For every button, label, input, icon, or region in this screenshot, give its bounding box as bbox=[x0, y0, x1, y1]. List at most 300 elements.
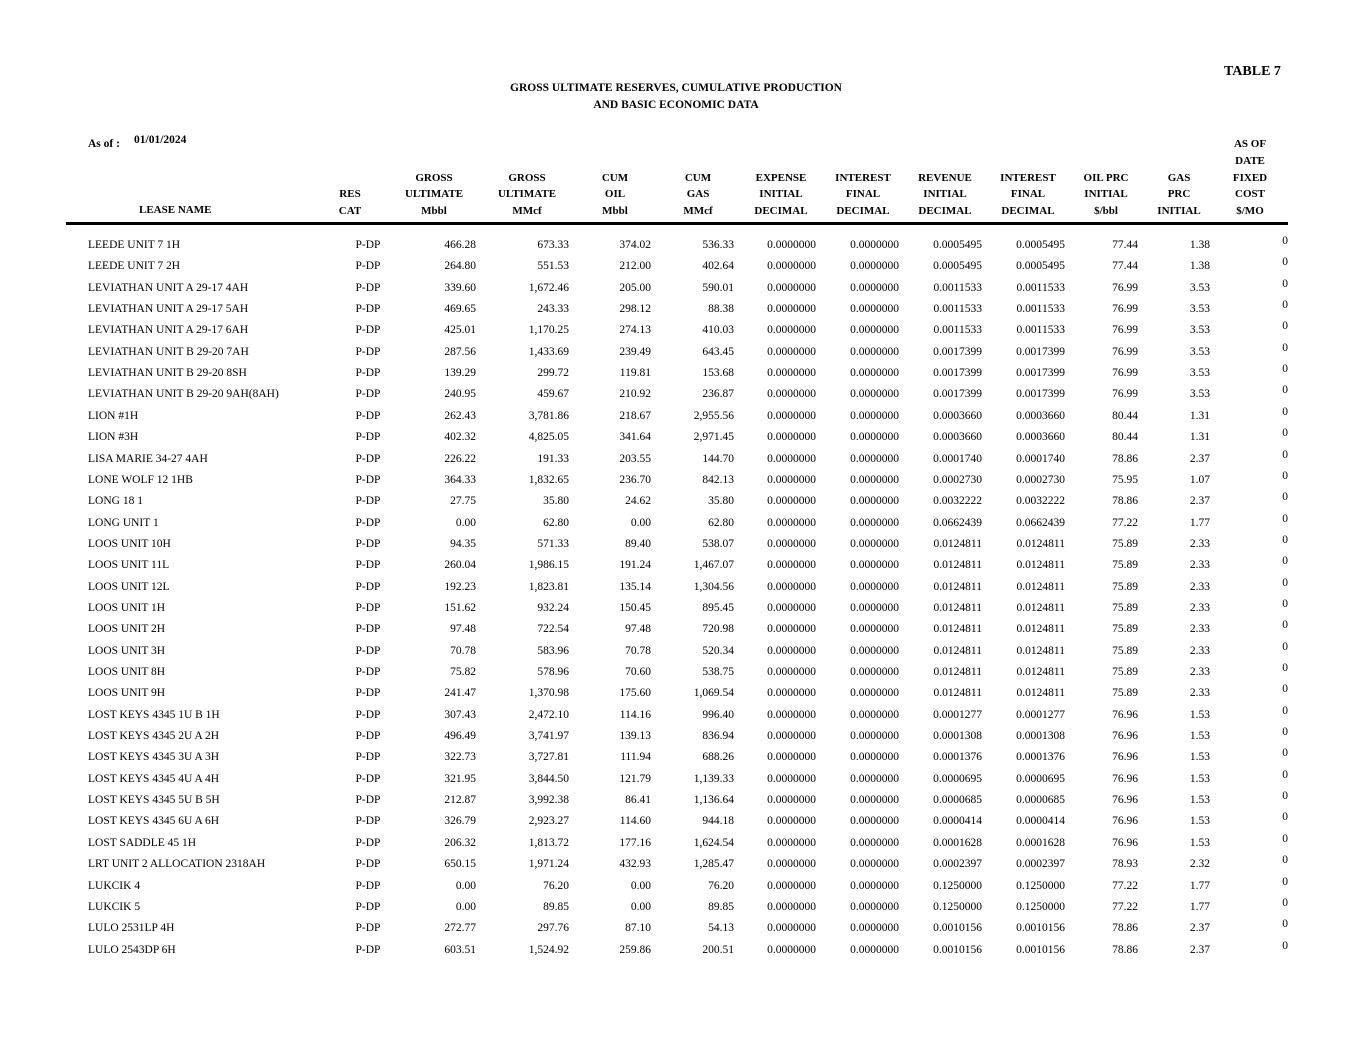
cell-gas-price: 2.33 bbox=[1189, 644, 1210, 657]
cell-revenue-initial: 0.0001308 bbox=[933, 730, 982, 743]
cell-interest-final-rev: 0.0005495 bbox=[1016, 239, 1065, 251]
report-title-line-1: GROSS ULTIMATE RESERVES, CUMULATIVE PRODUCTION bbox=[510, 82, 842, 94]
cell-res-cat: P-DP bbox=[355, 260, 381, 273]
cell-interest-final-exp: 0.0000000 bbox=[850, 836, 899, 849]
table-row bbox=[0, 512, 1365, 538]
cell-revenue-initial: 0.0124811 bbox=[933, 644, 982, 657]
cell-lease-name: LION #1H bbox=[88, 409, 139, 422]
cell-expense-initial: 0.0000000 bbox=[767, 815, 816, 828]
cell-interest-final-rev: 0.0001376 bbox=[1016, 751, 1065, 764]
cell-interest-final-exp: 0.0000000 bbox=[850, 900, 899, 913]
header-line: ULTIMATE bbox=[497, 188, 557, 201]
header-line: Mbbl bbox=[421, 205, 447, 218]
cell-res-cat: P-DP bbox=[355, 943, 381, 956]
cell-revenue-initial: 0.0001628 bbox=[933, 836, 982, 849]
cell-cum-oil: 175.60 bbox=[619, 687, 651, 700]
cell-gas-price: 2.37 bbox=[1189, 452, 1210, 465]
cell-interest-final-exp: 0.0000000 bbox=[850, 537, 899, 550]
cell-revenue-initial: 0.0124811 bbox=[933, 537, 982, 550]
cell-gross-ult-oil: 97.48 bbox=[450, 623, 476, 636]
cell-gas-price: 2.33 bbox=[1189, 623, 1210, 636]
header-line: CAT bbox=[338, 205, 362, 218]
cell-interest-final-rev: 0.0000414 bbox=[1016, 815, 1065, 828]
cell-fixed-cost: 0 bbox=[1282, 662, 1288, 674]
table-row bbox=[0, 235, 1365, 260]
cell-cum-gas: 1,139.33 bbox=[693, 772, 734, 785]
cell-expense-initial: 0.0000000 bbox=[767, 452, 816, 465]
header-interest-final-rev bbox=[988, 170, 1068, 220]
cell-gross-ult-oil: 212.87 bbox=[444, 794, 476, 807]
cell-cum-oil: 0.00 bbox=[630, 879, 651, 892]
cell-res-cat: P-DP bbox=[355, 836, 381, 849]
cell-cum-oil: 212.00 bbox=[619, 260, 651, 273]
cell-interest-final-rev: 0.0002397 bbox=[1016, 858, 1065, 871]
cell-interest-final-rev: 0.0017399 bbox=[1016, 388, 1065, 401]
header-line: AS OF bbox=[1233, 138, 1267, 151]
header-line: CUM bbox=[684, 171, 712, 184]
cell-lease-name: LEEDE UNIT 7 1H bbox=[88, 239, 181, 251]
cell-gross-ult-gas: 1,971.24 bbox=[528, 858, 569, 871]
table-row bbox=[0, 811, 1365, 836]
cell-fixed-cost: 0 bbox=[1282, 448, 1288, 461]
cell-revenue-initial: 0.0124811 bbox=[933, 559, 982, 572]
cell-oil-price: 76.99 bbox=[1112, 303, 1138, 316]
cell-interest-final-exp: 0.0000000 bbox=[850, 708, 899, 721]
cell-res-cat: P-DP bbox=[355, 537, 381, 550]
table-row bbox=[0, 832, 1365, 858]
cell-gross-ult-gas: 297.76 bbox=[537, 922, 569, 935]
cell-interest-final-exp: 0.0000000 bbox=[850, 324, 899, 337]
cell-fixed-cost: 0 bbox=[1282, 491, 1288, 504]
cell-expense-initial: 0.0000000 bbox=[767, 858, 816, 871]
cell-revenue-initial: 0.0011533 bbox=[933, 281, 982, 294]
cell-interest-final-rev: 0.0000685 bbox=[1016, 794, 1065, 807]
header-line: OIL bbox=[604, 188, 626, 201]
cell-fixed-cost: 0 bbox=[1282, 854, 1288, 867]
cell-cum-gas: 88.38 bbox=[708, 303, 734, 316]
cell-gross-ult-gas: 1,813.72 bbox=[528, 836, 569, 849]
cell-gross-ult-oil: 307.43 bbox=[444, 708, 476, 721]
cell-res-cat: P-DP bbox=[355, 708, 381, 721]
header-line: Mbbl bbox=[602, 205, 628, 218]
header-revenue-initial bbox=[905, 170, 985, 220]
header-lease-name: LEASE NAME bbox=[139, 204, 212, 216]
cell-revenue-initial: 0.0000414 bbox=[933, 815, 982, 828]
cell-gross-ult-oil: 151.62 bbox=[444, 601, 476, 614]
cell-interest-final-rev: 0.0124811 bbox=[1016, 601, 1065, 614]
cell-cum-gas: 144.70 bbox=[702, 452, 734, 465]
cell-gross-ult-oil: 0.00 bbox=[455, 516, 476, 529]
as-of-date: 01/01/2024 bbox=[134, 134, 187, 146]
header-line: DATE bbox=[1235, 154, 1265, 167]
cell-oil-price: 75.89 bbox=[1112, 666, 1138, 678]
cell-oil-price: 80.44 bbox=[1112, 409, 1138, 422]
cell-interest-final-rev: 0.0017399 bbox=[1016, 345, 1065, 358]
cell-fixed-cost: 0 bbox=[1282, 832, 1288, 845]
cell-interest-final-exp: 0.0000000 bbox=[850, 452, 899, 465]
cell-oil-price: 76.99 bbox=[1112, 345, 1138, 358]
cell-interest-final-exp: 0.0000000 bbox=[850, 345, 899, 358]
cell-cum-gas: 153.68 bbox=[702, 367, 734, 380]
header-line: GROSS bbox=[508, 171, 546, 184]
cell-res-cat: P-DP bbox=[355, 900, 381, 913]
cell-fixed-cost: 0 bbox=[1282, 256, 1288, 269]
table-row bbox=[0, 256, 1365, 281]
cell-interest-final-exp: 0.0000000 bbox=[850, 601, 899, 614]
cell-res-cat: P-DP bbox=[355, 367, 381, 380]
cell-cum-oil: 97.48 bbox=[625, 623, 651, 636]
cell-gas-price: 2.33 bbox=[1189, 601, 1210, 614]
cell-interest-final-exp: 0.0000000 bbox=[850, 772, 899, 785]
cell-cum-oil: 111.94 bbox=[620, 751, 651, 764]
header-cum-gas bbox=[658, 170, 738, 220]
cell-interest-final-rev: 0.0017399 bbox=[1016, 367, 1065, 380]
cell-gas-price: 1.31 bbox=[1189, 409, 1210, 422]
cell-gas-price: 2.37 bbox=[1189, 943, 1210, 956]
cell-expense-initial: 0.0000000 bbox=[767, 794, 816, 807]
cell-cum-gas: 1,069.54 bbox=[693, 687, 734, 700]
cell-gas-price: 2.32 bbox=[1189, 858, 1210, 871]
cell-interest-final-exp: 0.0000000 bbox=[850, 730, 899, 743]
header-line: MMcf bbox=[683, 205, 713, 218]
cell-gas-price: 1.38 bbox=[1189, 239, 1210, 251]
cell-gross-ult-gas: 1,433.69 bbox=[528, 345, 569, 358]
cell-revenue-initial: 0.0124811 bbox=[933, 623, 982, 636]
cell-cum-gas: 996.40 bbox=[702, 708, 734, 721]
table-row bbox=[0, 576, 1365, 602]
cell-gas-price: 3.53 bbox=[1189, 324, 1210, 337]
cell-gross-ult-gas: 578.96 bbox=[537, 666, 569, 678]
cell-interest-final-exp: 0.0000000 bbox=[850, 495, 899, 508]
report-title-line-2: AND BASIC ECONOMIC DATA bbox=[593, 99, 759, 111]
cell-revenue-initial: 0.0002730 bbox=[933, 473, 982, 486]
cell-lease-name: LOOS UNIT 9H bbox=[88, 687, 166, 700]
table-row bbox=[0, 854, 1365, 879]
cell-gas-price: 1.53 bbox=[1189, 708, 1210, 721]
cell-interest-final-rev: 0.1250000 bbox=[1016, 879, 1065, 892]
cell-revenue-initial: 0.0011533 bbox=[933, 303, 982, 316]
cell-interest-final-rev: 0.0005495 bbox=[1016, 260, 1065, 273]
cell-expense-initial: 0.0000000 bbox=[767, 730, 816, 743]
cell-gross-ult-oil: 139.29 bbox=[444, 367, 476, 380]
cell-lease-name: LONG UNIT 1 bbox=[88, 516, 159, 529]
cell-gross-ult-oil: 0.00 bbox=[455, 900, 476, 913]
cell-expense-initial: 0.0000000 bbox=[767, 623, 816, 636]
cell-gross-ult-gas: 35.80 bbox=[543, 495, 569, 508]
cell-oil-price: 75.89 bbox=[1112, 687, 1138, 700]
cell-res-cat: P-DP bbox=[355, 281, 381, 294]
cell-revenue-initial: 0.0124811 bbox=[933, 666, 982, 678]
cell-lease-name: LEVIATHAN UNIT A 29-17 6AH bbox=[88, 324, 249, 337]
cell-revenue-initial: 0.0032222 bbox=[933, 495, 982, 508]
cell-lease-name: LONE WOLF 12 1HB bbox=[88, 473, 193, 486]
as-of-block bbox=[88, 134, 187, 150]
header-res-cat bbox=[310, 186, 390, 220]
cell-gross-ult-gas: 1,986.15 bbox=[528, 559, 569, 572]
cell-interest-final-exp: 0.0000000 bbox=[850, 516, 899, 529]
cell-fixed-cost: 0 bbox=[1282, 469, 1288, 482]
cell-lease-name: LEVIATHAN UNIT A 29-17 4AH bbox=[88, 281, 249, 294]
header-line: OIL PRC bbox=[1083, 171, 1129, 184]
cell-interest-final-exp: 0.0000000 bbox=[850, 260, 899, 273]
table-row bbox=[0, 341, 1365, 367]
header-gross-ult-oil bbox=[394, 170, 474, 220]
cell-res-cat: P-DP bbox=[355, 772, 381, 785]
cell-cum-oil: 205.00 bbox=[619, 281, 651, 294]
cell-cum-oil: 177.16 bbox=[619, 836, 651, 849]
cell-cum-oil: 114.60 bbox=[619, 815, 651, 828]
cell-res-cat: P-DP bbox=[355, 239, 381, 251]
cell-gross-ult-oil: 241.47 bbox=[444, 687, 476, 700]
cell-interest-final-exp: 0.0000000 bbox=[850, 644, 899, 657]
cell-gross-ult-gas: 459.67 bbox=[537, 388, 569, 401]
cell-interest-final-rev: 0.0001277 bbox=[1016, 708, 1065, 721]
cell-fixed-cost: 0 bbox=[1282, 512, 1288, 525]
cell-lease-name: LOOS UNIT 12L bbox=[88, 580, 170, 593]
cell-revenue-initial: 0.0003660 bbox=[933, 431, 982, 444]
cell-lease-name: LUKCIK 5 bbox=[88, 900, 141, 913]
cell-gross-ult-oil: 75.82 bbox=[450, 666, 476, 678]
cell-cum-oil: 70.78 bbox=[625, 644, 651, 657]
table-label: TABLE 7 bbox=[1224, 64, 1281, 79]
cell-cum-gas: 200.51 bbox=[702, 943, 734, 956]
cell-gross-ult-oil: 466.28 bbox=[444, 239, 476, 251]
cell-interest-final-exp: 0.0000000 bbox=[850, 943, 899, 956]
cell-cum-gas: 35.80 bbox=[708, 495, 734, 508]
cell-res-cat: P-DP bbox=[355, 623, 381, 636]
cell-gross-ult-oil: 70.78 bbox=[450, 644, 476, 657]
cell-gross-ult-gas: 551.53 bbox=[537, 260, 569, 273]
cell-cum-oil: 70.60 bbox=[625, 666, 651, 678]
cell-interest-final-rev: 0.0010156 bbox=[1016, 943, 1065, 956]
cell-revenue-initial: 0.0017399 bbox=[933, 345, 982, 358]
cell-gas-price: 1.38 bbox=[1189, 260, 1210, 273]
cell-interest-final-rev: 0.0010156 bbox=[1016, 922, 1065, 935]
cell-res-cat: P-DP bbox=[355, 644, 381, 657]
cell-interest-final-rev: 0.0011533 bbox=[1016, 303, 1065, 316]
cell-cum-gas: 76.20 bbox=[708, 879, 734, 892]
cell-cum-gas: 720.98 bbox=[702, 623, 734, 636]
cell-lease-name: LOOS UNIT 10H bbox=[88, 537, 171, 550]
cell-oil-price: 78.86 bbox=[1112, 452, 1138, 465]
cell-cum-gas: 643.45 bbox=[702, 345, 734, 358]
cell-gross-ult-oil: 287.56 bbox=[444, 345, 476, 358]
cell-gross-ult-oil: 603.51 bbox=[444, 943, 476, 956]
cell-expense-initial: 0.0000000 bbox=[767, 666, 816, 678]
cell-gross-ult-gas: 4,825.05 bbox=[528, 431, 569, 444]
cell-gross-ult-gas: 571.33 bbox=[537, 537, 569, 550]
cell-cum-gas: 1,285.47 bbox=[693, 858, 734, 871]
cell-interest-final-exp: 0.0000000 bbox=[850, 666, 899, 678]
cell-lease-name: LULO 2543DP 6H bbox=[88, 943, 176, 956]
cell-revenue-initial: 0.0124811 bbox=[933, 687, 982, 700]
cell-res-cat: P-DP bbox=[355, 516, 381, 529]
cell-expense-initial: 0.0000000 bbox=[767, 772, 816, 785]
header-oil-price bbox=[1066, 170, 1146, 220]
table-row bbox=[0, 790, 1365, 815]
header-line: DECIMAL bbox=[754, 205, 808, 218]
cell-lease-name: LOOS UNIT 8H bbox=[88, 666, 166, 678]
table-row bbox=[0, 768, 1365, 794]
cell-interest-final-rev: 0.0124811 bbox=[1016, 666, 1065, 678]
cell-expense-initial: 0.0000000 bbox=[767, 473, 816, 486]
cell-gross-ult-gas: 3,992.38 bbox=[528, 794, 569, 807]
cell-gross-ult-gas: 3,781.86 bbox=[528, 409, 569, 422]
cell-revenue-initial: 0.0000685 bbox=[933, 794, 982, 807]
cell-oil-price: 77.22 bbox=[1112, 879, 1138, 892]
cell-res-cat: P-DP bbox=[355, 388, 381, 401]
cell-cum-oil: 114.16 bbox=[619, 708, 651, 721]
cell-interest-final-rev: 0.0003660 bbox=[1016, 431, 1065, 444]
cell-expense-initial: 0.0000000 bbox=[767, 388, 816, 401]
cell-lease-name: LOOS UNIT 1H bbox=[88, 601, 166, 614]
cell-cum-gas: 895.45 bbox=[702, 601, 734, 614]
cell-gross-ult-gas: 299.72 bbox=[537, 367, 569, 380]
cell-gross-ult-gas: 2,923.27 bbox=[528, 815, 569, 828]
cell-res-cat: P-DP bbox=[355, 815, 381, 828]
cell-cum-gas: 1,624.54 bbox=[693, 836, 734, 849]
cell-lease-name: LOOS UNIT 11L bbox=[88, 559, 170, 572]
cell-gas-price: 1.31 bbox=[1189, 431, 1210, 444]
cell-cum-oil: 0.00 bbox=[630, 516, 651, 529]
cell-oil-price: 76.99 bbox=[1112, 324, 1138, 337]
cell-oil-price: 75.89 bbox=[1112, 601, 1138, 614]
cell-revenue-initial: 0.0124811 bbox=[933, 580, 982, 593]
cell-gas-price: 2.33 bbox=[1189, 580, 1210, 593]
cell-expense-initial: 0.0000000 bbox=[767, 537, 816, 550]
cell-fixed-cost: 0 bbox=[1282, 726, 1288, 739]
cell-lease-name: LOST SADDLE 45 1H bbox=[88, 836, 197, 849]
cell-gross-ult-gas: 1,832.65 bbox=[528, 473, 569, 486]
cell-interest-final-exp: 0.0000000 bbox=[850, 858, 899, 871]
header-line: RES bbox=[339, 188, 361, 201]
cell-lease-name: LOOS UNIT 2H bbox=[88, 623, 166, 636]
cell-fixed-cost: 0 bbox=[1282, 555, 1288, 568]
cell-expense-initial: 0.0000000 bbox=[767, 943, 816, 956]
cell-interest-final-rev: 0.0662439 bbox=[1016, 516, 1065, 529]
cell-oil-price: 76.99 bbox=[1112, 281, 1138, 294]
cell-gross-ult-gas: 932.24 bbox=[537, 601, 569, 614]
header-line: INITIAL bbox=[1157, 205, 1201, 218]
table-row bbox=[0, 405, 1365, 431]
cell-cum-oil: 236.70 bbox=[619, 473, 651, 486]
cell-gas-price: 1.53 bbox=[1189, 730, 1210, 743]
cell-fixed-cost: 0 bbox=[1282, 619, 1288, 632]
cell-expense-initial: 0.0000000 bbox=[767, 836, 816, 849]
cell-interest-final-exp: 0.0000000 bbox=[850, 623, 899, 636]
header-interest-final-exp bbox=[823, 170, 903, 220]
cell-revenue-initial: 0.0011533 bbox=[933, 324, 982, 337]
cell-res-cat: P-DP bbox=[355, 687, 381, 700]
cell-fixed-cost: 0 bbox=[1282, 235, 1288, 247]
cell-interest-final-rev: 0.1250000 bbox=[1016, 900, 1065, 913]
cell-gross-ult-oil: 240.95 bbox=[444, 388, 476, 401]
cell-gas-price: 1.53 bbox=[1189, 815, 1210, 828]
header-line: INITIAL bbox=[1084, 188, 1128, 201]
cell-cum-oil: 119.81 bbox=[619, 367, 651, 380]
header-line: INTEREST bbox=[835, 171, 891, 184]
cell-interest-final-rev: 0.0002730 bbox=[1016, 473, 1065, 486]
cell-gross-ult-gas: 3,741.97 bbox=[528, 730, 569, 743]
cell-oil-price: 76.99 bbox=[1112, 388, 1138, 401]
cell-oil-price: 75.89 bbox=[1112, 644, 1138, 657]
cell-expense-initial: 0.0000000 bbox=[767, 900, 816, 913]
cell-cum-gas: 1,467.07 bbox=[693, 559, 734, 572]
cell-fixed-cost: 0 bbox=[1282, 790, 1288, 803]
cell-interest-final-rev: 0.0011533 bbox=[1016, 281, 1065, 294]
cell-lease-name: LOST KEYS 4345 1U B 1H bbox=[88, 708, 220, 721]
header-line: DECIMAL bbox=[836, 205, 890, 218]
cell-cum-oil: 139.13 bbox=[619, 730, 651, 743]
cell-expense-initial: 0.0000000 bbox=[767, 345, 816, 358]
cell-gross-ult-oil: 262.43 bbox=[444, 409, 476, 422]
cell-lease-name: LION #3H bbox=[88, 431, 139, 444]
cell-fixed-cost: 0 bbox=[1282, 768, 1288, 781]
cell-expense-initial: 0.0000000 bbox=[767, 431, 816, 444]
cell-gas-price: 1.77 bbox=[1189, 879, 1210, 892]
header-line: EXPENSE bbox=[755, 171, 807, 184]
header-line: FINAL bbox=[845, 188, 881, 201]
cell-oil-price: 77.22 bbox=[1112, 516, 1138, 529]
cell-cum-oil: 86.41 bbox=[625, 794, 651, 807]
table-row bbox=[0, 384, 1365, 409]
cell-res-cat: P-DP bbox=[355, 345, 381, 358]
header-line: DECIMAL bbox=[1001, 205, 1055, 218]
cell-res-cat: P-DP bbox=[355, 409, 381, 422]
as-of-label: As of : bbox=[88, 138, 120, 150]
cell-interest-final-exp: 0.0000000 bbox=[850, 879, 899, 892]
cell-revenue-initial: 0.0001277 bbox=[933, 708, 982, 721]
cell-fixed-cost: 0 bbox=[1282, 277, 1288, 290]
cell-oil-price: 78.93 bbox=[1112, 858, 1138, 871]
cell-res-cat: P-DP bbox=[355, 922, 381, 935]
cell-cum-oil: 298.12 bbox=[619, 303, 651, 316]
cell-interest-final-rev: 0.0124811 bbox=[1016, 623, 1065, 636]
cell-cum-gas: 89.85 bbox=[708, 900, 734, 913]
cell-cum-gas: 1,136.64 bbox=[693, 794, 734, 807]
cell-oil-price: 76.96 bbox=[1112, 772, 1138, 785]
cell-gas-price: 1.77 bbox=[1189, 516, 1210, 529]
cell-gross-ult-gas: 3,727.81 bbox=[528, 751, 569, 764]
cell-gas-price: 1.53 bbox=[1189, 836, 1210, 849]
cell-expense-initial: 0.0000000 bbox=[767, 260, 816, 273]
header-line: MMcf bbox=[512, 205, 542, 218]
cell-oil-price: 77.44 bbox=[1112, 239, 1138, 251]
cell-cum-oil: 210.92 bbox=[619, 388, 651, 401]
cell-cum-gas: 62.80 bbox=[708, 516, 734, 529]
cell-gas-price: 1.53 bbox=[1189, 772, 1210, 785]
cell-gas-price: 1.77 bbox=[1189, 900, 1210, 913]
cell-fixed-cost: 0 bbox=[1282, 704, 1288, 717]
header-line: DECIMAL bbox=[918, 205, 972, 218]
cell-fixed-cost: 0 bbox=[1282, 405, 1288, 418]
cell-gross-ult-oil: 27.75 bbox=[450, 495, 476, 508]
cell-cum-oil: 374.02 bbox=[619, 239, 651, 251]
cell-fixed-cost: 0 bbox=[1282, 299, 1288, 312]
cell-cum-oil: 191.24 bbox=[619, 559, 651, 572]
table-row bbox=[0, 939, 1365, 965]
cell-lease-name: LISA MARIE 34-27 4AH bbox=[88, 452, 208, 465]
cell-cum-gas: 54.13 bbox=[708, 922, 734, 935]
cell-lease-name: LEEDE UNIT 7 2H bbox=[88, 260, 181, 273]
cell-res-cat: P-DP bbox=[355, 794, 381, 807]
cell-gross-ult-gas: 89.85 bbox=[543, 900, 569, 913]
cell-lease-name: LOOS UNIT 3H bbox=[88, 644, 166, 657]
cell-cum-gas: 236.87 bbox=[702, 388, 734, 401]
cell-fixed-cost: 0 bbox=[1282, 384, 1288, 397]
cell-oil-price: 75.89 bbox=[1112, 580, 1138, 593]
cell-cum-gas: 836.94 bbox=[702, 730, 734, 743]
